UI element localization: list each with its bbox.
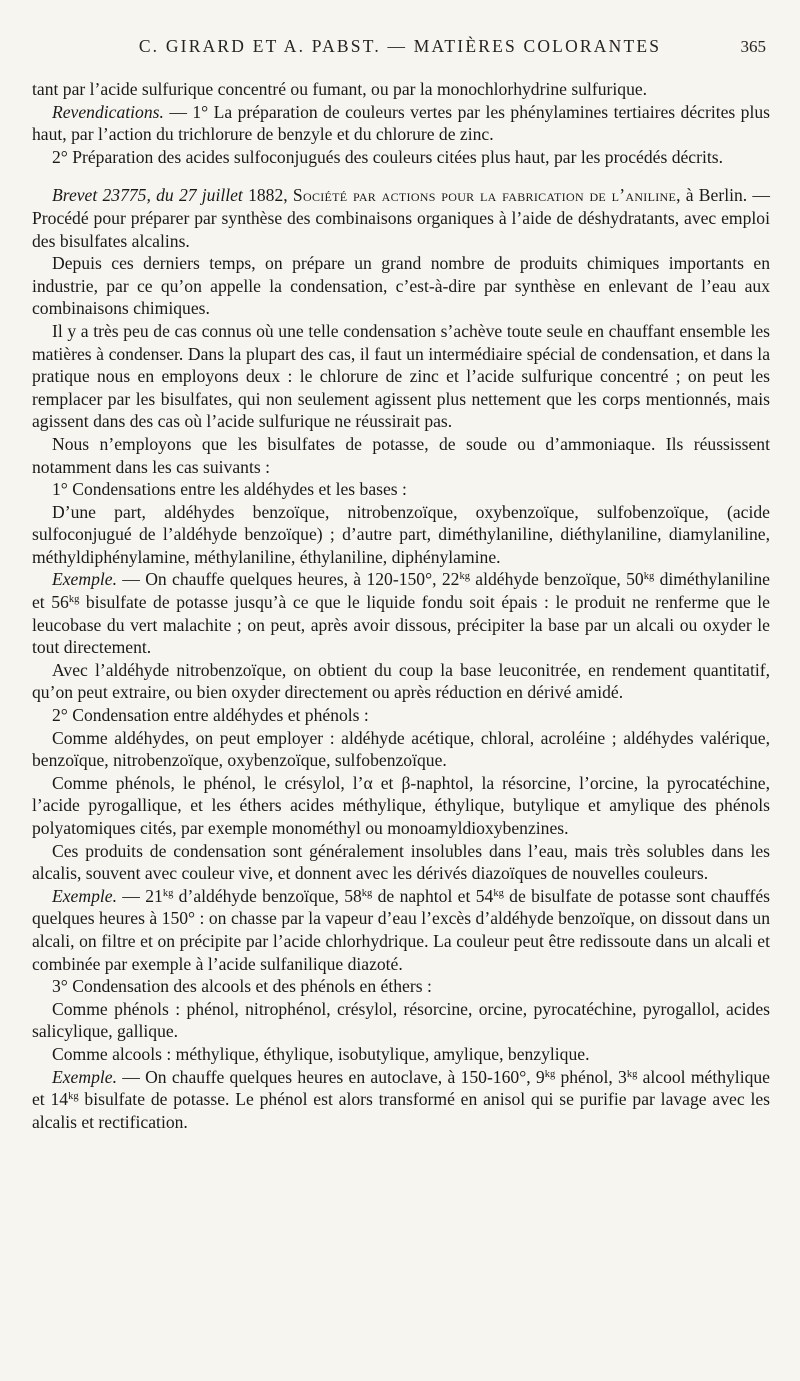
paragraph: Ces produits de condensation sont généralement insolubles dans l’eau, mais très solubles dans les alcalis, souvent avec couleur vive, et donnent avec les dérivés diazoïques de nouvelles couleurs. bbox=[32, 840, 770, 884]
section-heading: 3° Condensation des alcools et des phénols en éthers : bbox=[52, 976, 432, 997]
paragraph: D’une part, aldéhydes benzoïque, nitrobenzoïque, oxybenzoïque, sulfobenzoïque, (acide sulfoconjugué de l’aldéhyde benzoïque) ; d’autre part, diméthylaniline, diéthylaniline, diamylaniline, méthyldiphénylamine, méthylaniline, éthylaniline, diphénylamine. bbox=[32, 501, 770, 567]
paragraph: Comme alcools : méthylique, éthylique, isobutylique, amylique, benzylique. bbox=[52, 1043, 590, 1064]
paragraph: Avec l’aldéhyde nitrobenzoïque, on obtient du coup la base leuconitrée, en rendement quantitatif, qu’on peut extraire, ou bien oxyder directement ou après réduction en dérivé amidé. bbox=[32, 659, 770, 703]
patent-heading-paragraph: Brevet 23775, du 27 juillet 1882, Société par actions pour la fabrication de l’aniline, à Berlin. — Procédé pour préparer par synthèse des combinaisons organiques à l’aide de déshydratants, avec emploi des bisulfates alcalins. bbox=[32, 185, 771, 251]
paragraph: 2° Préparation des acides sulfoconjugués des couleurs citées plus haut, par les procédés décrits. bbox=[52, 146, 723, 167]
example-label: Exemple. bbox=[52, 885, 117, 906]
body-text bbox=[32, 78, 770, 1133]
page-number: 365 bbox=[740, 37, 766, 56]
example-label: Exemple. bbox=[52, 569, 117, 590]
paragraph: Il y a très peu de cas connus où une telle condensation s’achève toute seule en chauffant ensemble les matières à condenser. Dans la plupart des cas, il faut un intermédiaire spécial de condensation, et dans la pratique nous en employons deux : le chlorure de zinc et l’acide sulfurique concentré ; on peut les remplacer par les bisulfates, qui non seulement agissent plus nettement que les corps mentionnés, mais agissent dans des cas où l’acide sulfurique ne réussirait pas. bbox=[32, 320, 770, 432]
section-heading: 2° Condensation entre aldéhydes et phénols : bbox=[52, 705, 369, 726]
paragraph: Comme phénols, le phénol, le crésylol, l’α et β-naphtol, la résorcine, l’orcine, la pyrocatéchine, l’acide pyrogallique, et les éthers acides méthylique, éthylique, butylique et amylique des phénols polyatomiques cités, par exemple monométhyl ou monoamyldioxybenzines. bbox=[32, 772, 770, 838]
paragraph: Comme aldéhydes, on peut employer : aldéhyde acétique, chloral, acroléine ; aldéhydes valérique, benzoïque, nitrobenzoïque, oxybenzoïque, sulfobenzoïque. bbox=[32, 727, 770, 771]
example-paragraph: Exemple. — $21^{kg}$ d’aldéhyde benzoïque, $58^{kg}$ de naphtol et $54^{kg}$ de bisulfate de potasse sont chauffés quelques heures à 150° : on chasse par la vapeur d’eau l’excès d’aldéhyde benzoïque, on dissout dans un alcali, on filtre et on précipite par l’acide chlorhydrique. La couleur peut être redissoute dans un alcali et combinée par exemple à l’acide sulfanilique diazoté. bbox=[32, 885, 771, 974]
paragraph-revendications: Revendications. — 1° La préparation de couleurs vertes par les phénylamines tertiaires décrites plus haut, par l’action du trichlorure de benzyle et du chlorure de zinc. bbox=[32, 101, 770, 145]
paragraph: Nous n’employons que les bisulfates de potasse, de soude ou d’ammoniaque. Ils réussissent notamment dans les cas suivants : bbox=[32, 433, 770, 477]
patent-reference: Brevet 23775, du 27 juillet bbox=[52, 185, 243, 206]
header-title: C. GIRARD ET A. PABST. — MATIÈRES COLORANTES bbox=[138, 36, 662, 56]
section-heading: 1° Condensations entre les aldéhydes et les bases : bbox=[52, 479, 407, 500]
example-label: Exemple. bbox=[52, 1066, 117, 1087]
revendications-heading: Revendications. bbox=[52, 101, 164, 122]
paragraph: tant par l’acide sulfurique concentré ou fumant, ou par la monochlorhydrine sulfurique. bbox=[32, 79, 648, 99]
example-paragraph: Exemple. — On chauffe quelques heures, à 120-150°, $22^{kg}$ aldéhyde benzoïque, $50^{kg}$ diméthylaniline et $56^{kg}$ bisulfate de potasse jusqu’à ce que le liquide fondu soit épais : le produit ne renferme que le leucobase du vert malachite ; on peut, après avoir dissous, précipiter la base par un alcali ou oxyder le tout directement. bbox=[32, 569, 770, 658]
running-header bbox=[0, 36, 800, 62]
example-paragraph: Exemple. — On chauffe quelques heures en autoclave, à 150-160°, $9^{kg}$ phénol, $3^{kg}$ alcool méthylique et $14^{kg}$ bisulfate de potasse. Le phénol est alors transformé en anisol qui se purifie par lavage avec les alcalis et rectification. bbox=[32, 1066, 770, 1132]
paragraph: Depuis ces derniers temps, on prépare un grand nombre de produits chimiques importants en industrie, par ce qu’on appelle la condensation, c’est-à-dire par synthèse en enlevant de l’eau aux combinaisons chimiques. bbox=[32, 253, 770, 319]
paragraph: Comme phénols : phénol, nitrophénol, crésylol, résorcine, orcine, pyrocatéchine, pyrogallol, acides salicylique, gallique. bbox=[32, 998, 770, 1042]
company-name: Société par actions pour la fabrication de l’aniline bbox=[292, 185, 677, 206]
